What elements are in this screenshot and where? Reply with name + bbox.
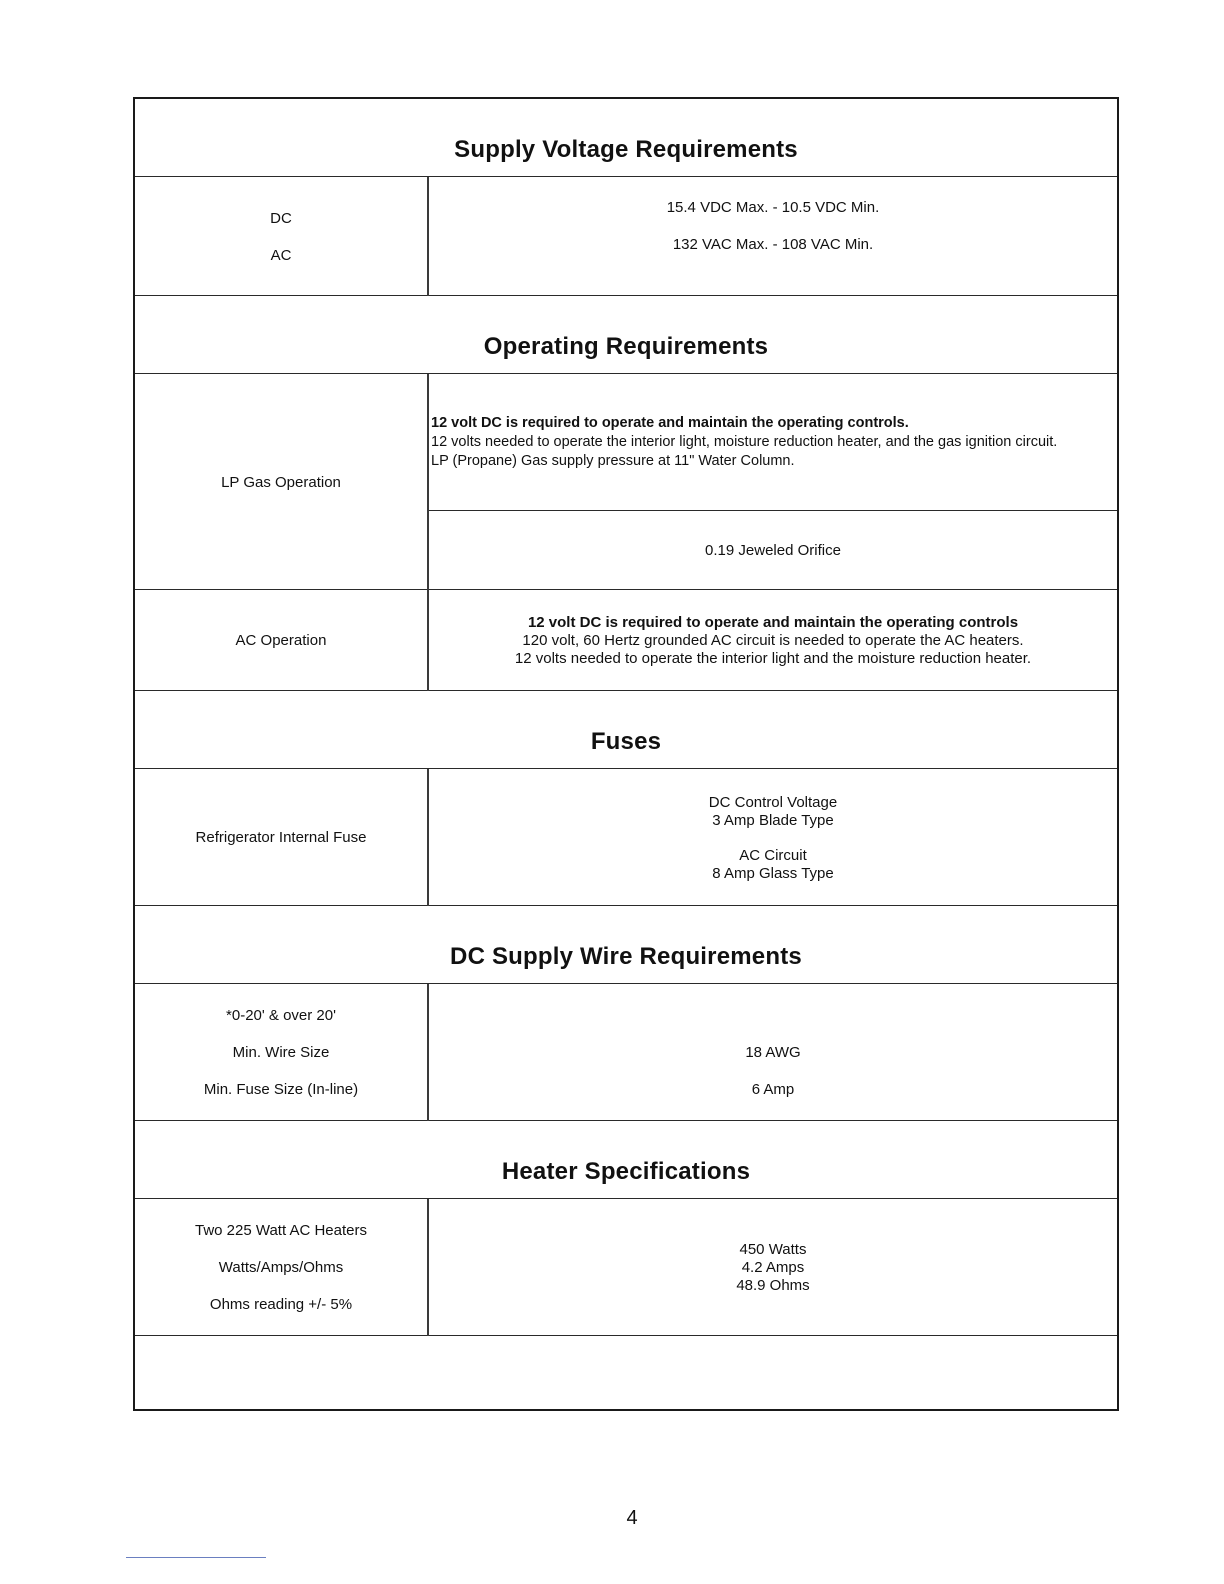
dc-wire-values [429,984,1117,1121]
fuses-row [135,769,1117,906]
ac-fuse-value: 8 Amp Glass Type [712,864,834,882]
lp-gas-label: LP Gas Operation [221,473,341,491]
wire-size-value: 18 AWG [745,1043,801,1061]
supply-voltage-heading [135,99,1117,177]
operating-heading [135,296,1117,374]
ac-heaters-text: 120 volt, 60 Hertz grounded AC circuit is needed to operate the AC heaters. [522,632,1024,649]
supply-voltage-heading-text: Supply Voltage Requirements [454,136,798,163]
fuses-heading [135,691,1117,769]
ohms-reading-label: Ohms reading +/- 5% [209,1296,353,1313]
watts-value: 450 Watts [739,1241,807,1258]
dc-fuse-title: DC Control Voltage [708,793,838,811]
dc-wire-labels [135,984,427,1121]
ac-operation-label-cell [135,590,427,691]
min-wire-size-label: Min. Wire Size [232,1044,330,1061]
dc-fuse-value: 3 Amp Blade Type [712,811,834,829]
dc-label: DC [270,209,292,227]
dc-voltage-value: 15.4 VDC Max. - 10.5 VDC Min. [666,199,880,216]
ac-operation-row [135,590,1117,691]
supply-voltage-labels [135,177,427,296]
supply-voltage-row [135,177,1117,296]
supply-voltage-values [429,177,1117,296]
operating-heading-text: Operating Requirements [483,333,769,360]
orifice-cell [429,511,1117,590]
ac-controls-text: 12 volt DC is required to operate and maintain the operating controls [527,614,1019,631]
fuses-values [429,769,1117,906]
heater-labels [135,1199,427,1336]
footer-rule [126,1557,266,1558]
heater-row [135,1199,1117,1336]
ac-operation-label: AC Operation [235,632,327,649]
heater-heading-text: Heater Specifications [501,1158,751,1185]
heater-heading [135,1121,1117,1199]
heater-values [429,1199,1117,1336]
fuse-size-value: 6 Amp [751,1080,795,1098]
empty-footer-band [135,1336,1117,1409]
lp-gas-ignition-text: 12 volts needed to operate the interior light, moisture reduction heater, and the gas ignition circuit. LP (Propane) Gas supply pressure at 11" Water Column. [431,434,1058,469]
dc-wire-row [135,984,1117,1121]
min-fuse-size-label: Min. Fuse Size (In-line) [203,1081,359,1098]
fuses-heading-text: Fuses [590,728,662,755]
ac-label: AC [270,246,292,264]
ac-interior-text: 12 volts needed to operate the interior light and the moisture reduction heater. [514,650,1032,667]
orifice-value: 0.19 Jeweled Orifice [705,542,841,559]
amps-value: 4.2 Amps [741,1259,805,1276]
wire-length-label: *0-20' & over 20' [226,1007,336,1024]
page-number: 4 [626,1507,638,1529]
dc-wire-heading-text: DC Supply Wire Requirements [450,943,802,970]
ac-operation-requirements [429,590,1117,691]
ohms-value: 48.9 Ohms [736,1277,810,1294]
watts-amps-ohms-label: Watts/Amps/Ohms [218,1259,344,1276]
lp-gas-label-cell [135,374,427,590]
lp-gas-row [135,374,1117,590]
specifications-table [133,97,1119,1411]
dc-wire-heading [135,906,1117,984]
lp-gas-requirements [429,374,1117,510]
heaters-label: Two 225 Watt AC Heaters [194,1222,368,1239]
ac-voltage-value: 132 VAC Max. - 108 VAC Min. [672,236,874,253]
lp-gas-controls-text: 12 volt DC is required to operate and maintain the operating controls. [431,415,909,431]
internal-fuse-label: Refrigerator Internal Fuse [195,829,367,846]
fuses-label-cell [135,769,427,906]
ac-fuse-title: AC Circuit [739,846,807,864]
